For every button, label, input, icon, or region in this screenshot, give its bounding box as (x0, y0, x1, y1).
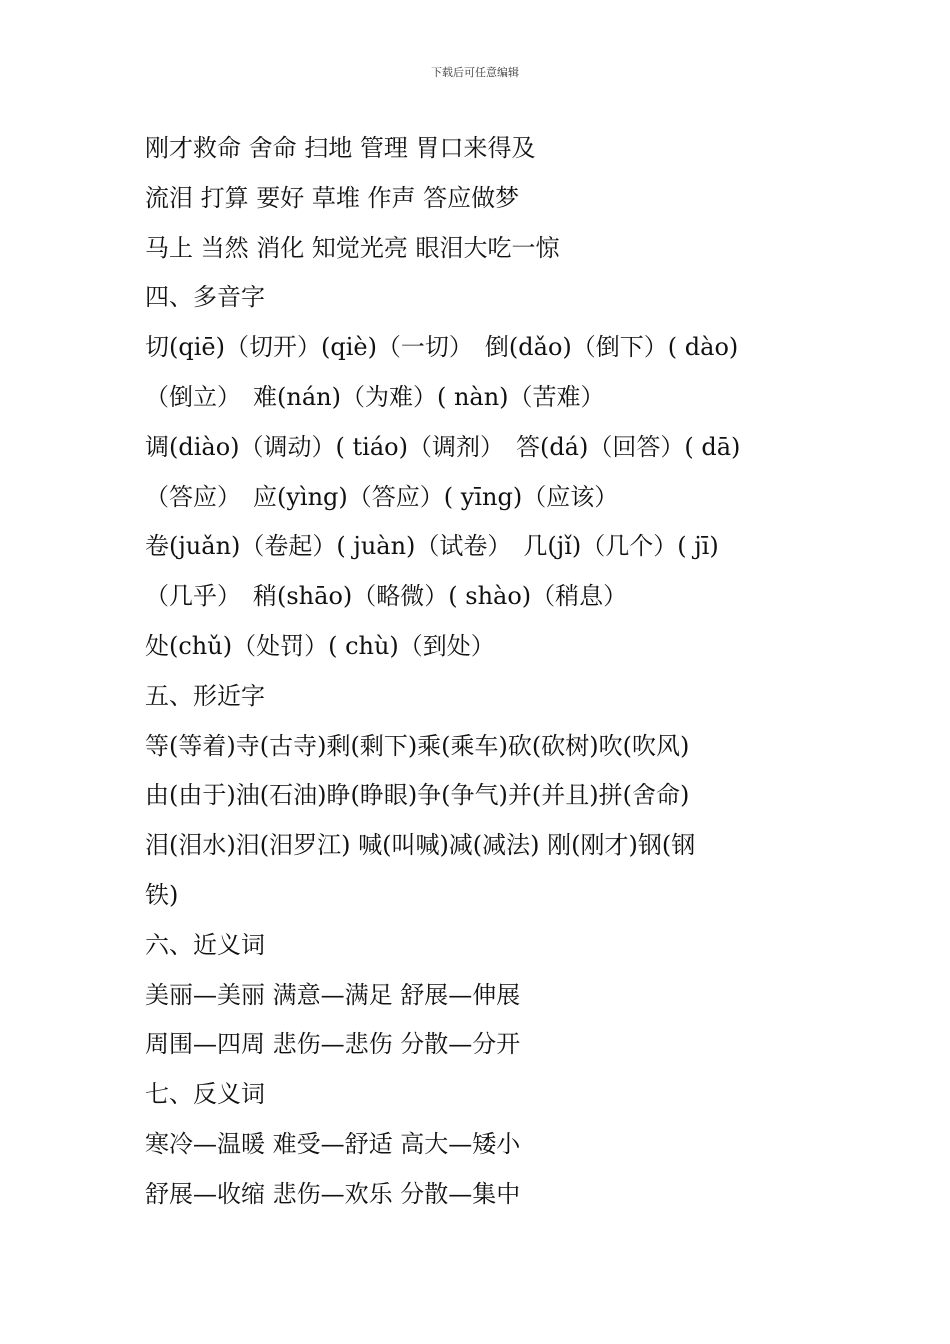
document-body (145, 124, 810, 1220)
polyphonic-line-2: （倒立） 难(nán)（为难）( nàn)（苦难） (145, 382, 605, 411)
similar-chars-line-2: 由(由于)油(石油)睁(睁眼)争(争气)并(并且)拼(舍命) (145, 781, 690, 810)
antonyms-line-2: 舒展—收缩 悲伤—欢乐 分散—集中 (145, 1179, 521, 1208)
vocab-line-3: 马上 当然 消化 知觉光亮 眼泪大吃一惊 (145, 233, 560, 262)
polyphonic-line-4: （答应） 应(yìng)（答应）( yīng)（应该） (145, 482, 619, 511)
polyphonic-line-7: 处(chǔ)（处罚）( chù)（到处） (145, 631, 495, 660)
antonyms-line-1: 寒冷—温暖 难受—舒适 高大—矮小 (145, 1129, 521, 1158)
polyphonic-line-3: 调(diào)（调动）( tiáo)（调剂） 答(dá)（回答）( dā) (145, 432, 741, 461)
section-heading-similar-chars: 五、形近字 (145, 681, 265, 710)
polyphonic-line-6: （几乎） 稍(shāo)（略微）( shào)（稍息） (145, 582, 628, 611)
similar-chars-line-4: 铁) (145, 880, 179, 909)
vocab-line-1: 刚才救命 舍命 扫地 管理 胃口来得及 (145, 134, 536, 162)
vocab-line-2: 流泪 打算 要好 草堆 作声 答应做梦 (145, 183, 520, 212)
polyphonic-line-1: 切(qiē)（切开）(qiè)（一切） 倒(dǎo)（倒下）( dào) (145, 333, 739, 362)
section-heading-synonyms: 六、近义词 (145, 930, 265, 959)
polyphonic-line-5: 卷(juǎn)（卷起）( juàn)（试卷） 几(jǐ)（几个）( jī) (145, 532, 719, 561)
page-header: 下载后可任意编辑 (431, 66, 519, 79)
synonyms-line-1: 美丽—美丽 满意—满足 舒展—伸展 (145, 980, 521, 1009)
synonyms-line-2: 周围—四周 悲伤—悲伤 分散—分开 (145, 1030, 521, 1059)
section-heading-antonyms: 七、反义词 (145, 1080, 265, 1109)
similar-chars-line-3: 泪(泪水)汨(汨罗江) 喊(叫喊)减(减法) 刚(刚才)钢(钢 (145, 831, 696, 860)
similar-chars-line-1: 等(等着)寺(古寺)剩(剩下)乘(乘车)砍(砍树)吹(吹风) (145, 731, 690, 760)
section-heading-polyphonic: 四、多音字 (145, 283, 265, 312)
